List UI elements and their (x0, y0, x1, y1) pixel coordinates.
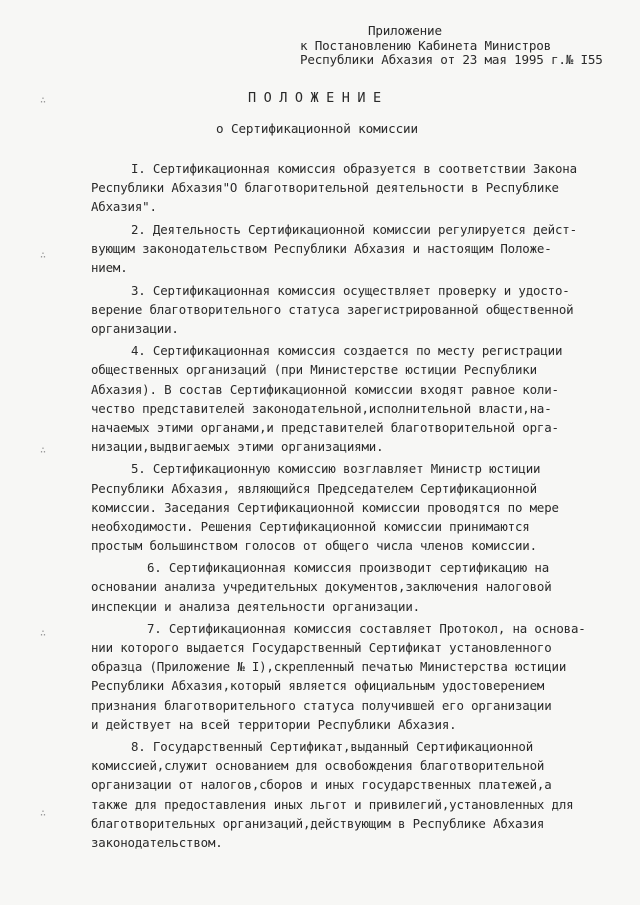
text-line: Республики Абхазия"О благотворительной деятельности в Республике (91, 180, 559, 196)
text-line: комиссией,служит основанием для освобождения благотворительной (91, 758, 545, 774)
text-line: 6. Сертификационная комиссия производит сертификацию на (147, 560, 550, 576)
punch-hole-mark (34, 95, 52, 107)
punch-hole-mark (34, 808, 52, 820)
paragraph (91, 619, 621, 734)
annex-line: к Постановлению Кабинета Министров (300, 37, 551, 53)
text-line: чество представителей законодательной,исполнительной власти,на- (91, 400, 552, 416)
text-line: 5. Сертификационную комиссию возглавляет Министр юстиции (131, 461, 541, 477)
text-line: Республики Абхазия, являющийся Председателем Сертификационной (91, 480, 537, 496)
text-line: законодательством. (91, 834, 223, 850)
text-line: общественных организаций (при Министерстве юстиции Республики (91, 362, 537, 378)
text-line: I. Сертификационная комиссия образуется в соответствии Закона (131, 161, 577, 176)
text-line: верение благотворительного статуса зарегистрированной общественной (91, 301, 574, 317)
text-line: 4. Сертификационная комиссия создается по месту регистрации (131, 343, 563, 359)
punch-hole-mark (34, 628, 52, 640)
paragraph (91, 220, 621, 277)
text-line: инспекции и анализа деятельности организации. (91, 598, 420, 614)
document-title: ПОЛОЖЕНИЕ (248, 90, 389, 106)
text-line: низации,выдвигаемых этими организациями. (91, 438, 384, 454)
paragraph (91, 558, 621, 615)
text-line: также для предоставления иных льгот и привилегий,установленных для (91, 796, 574, 812)
text-line: 3. Сертификационная комиссия осуществляет проверку и удосто- (131, 282, 570, 298)
text-line: простым большинством голосов от общего числа членов комиссии. (91, 537, 537, 553)
paragraph (91, 341, 621, 456)
text-line: признания благотворительного статуса получившей его организации (91, 697, 552, 713)
text-line: Абхазия). В состав Сертификационной комиссии входят равное коли- (91, 381, 559, 397)
text-line: 8. Государственный Сертификат,выданный Сертификационной (131, 739, 534, 755)
document-body (91, 159, 621, 855)
text-line: необходимости. Решения Сертификационной комиссии принимаются (91, 518, 530, 534)
text-line: образца (Приложение № I),скрепленный печатью Министерства юстиции (91, 659, 567, 675)
text-line: Республики Абхазия,который является официальным удостоверением (91, 678, 545, 694)
paragraph (91, 737, 621, 852)
annex-line: Приложение (368, 23, 442, 38)
text-line: 2. Деятельность Сертификационной комиссии регулируется дейст- (131, 221, 577, 237)
text-line: организации от налогов,сборов и иных государственных платежей,а (91, 777, 552, 793)
text-line: 7. Сертификационная комиссия составляет Протокол, на основа- (147, 621, 586, 637)
text-line: комиссии. Заседания Сертификационной комиссии проводятся по мере (91, 499, 559, 515)
document-subtitle: о Сертификационной комиссии (216, 121, 419, 136)
text-line: и действует на всей территории Республики Абхазия. (91, 716, 457, 732)
paragraph (91, 281, 621, 338)
paragraph (91, 459, 621, 554)
text-line: нии которого выдается Государственный Сертификат установленного (91, 640, 552, 656)
text-line: начаемых этими органами,и представителей благотворительной орга- (91, 419, 559, 435)
text-line: благотворительных организаций,действующим в Республике Абхазия (91, 815, 545, 831)
punch-hole-mark (34, 250, 52, 262)
text-line: организации. (91, 320, 179, 336)
annex-header (300, 24, 630, 68)
annex-line: Республики Абхазия от 23 мая 1995 г.№ I55 (300, 52, 603, 67)
punch-hole-mark (34, 445, 52, 457)
text-line: основании анализа учредительных документов,заключения налоговой (91, 579, 552, 595)
text-line: нием. (91, 259, 128, 275)
text-line: вующим законодательством Республики Абхазия и настоящим Положе- (91, 240, 552, 256)
text-line: Абхазия". (91, 199, 157, 215)
paragraph (91, 159, 621, 216)
